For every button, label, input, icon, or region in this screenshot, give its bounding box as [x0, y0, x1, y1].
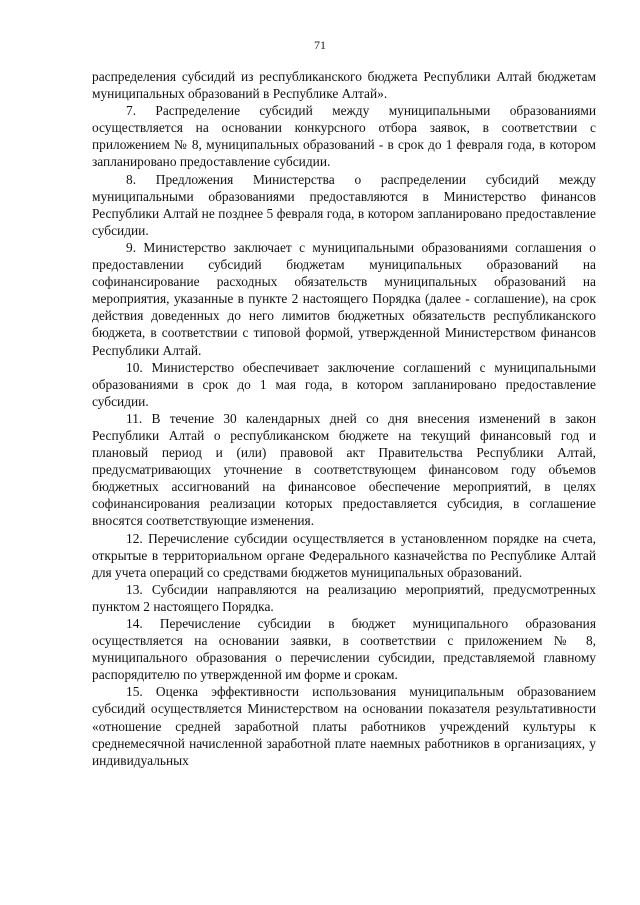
paragraph-12: 12. Перечисление субсидии осуществляется в установленном порядке на счета, открытые в территориальном органе Федерального казначейства по Республике Алтай для учета операций со средствами бюджетов муниципальных образований. — [92, 530, 596, 580]
paragraph-9: 9. Министерство заключает с муниципальными образованиями соглашения о предоставлении субсидий бюджетам муниципальных образований на софинансирование расходных обязательств муниципальных образований на мероприятия, указанные в пункте 2 настоящего Порядка (далее - соглашение), на срок действия доведенных до него лимитов бюджетных обязательств республиканского бюджета, в соответствии с типовой формой, утвержденной Министерством финансов Республики Алтай. — [92, 239, 596, 358]
page-number: 71 — [314, 38, 326, 52]
paragraph-11: 11. В течение 30 календарных дней со дня внесения изменений в закон Республики Алтай о республиканском бюджете на текущий финансовый год и плановый период и (или) правовой акт Правительства Республики Алтай, предусматривающих уточнение в соответствующем финансовом году объемов бюджетных ассигнований на финансовое обеспечение мероприятий, в целях софинансирования реализации которых предоставляется субсидия, в соглашение вносятся соответствующие изменения. — [92, 410, 596, 529]
paragraph-13: 13. Субсидии направляются на реализацию мероприятий, предусмотренных пунктом 2 настоящего Порядка. — [92, 581, 596, 614]
document-body — [92, 68, 596, 769]
paragraph-15: 15. Оценка эффективности использования муниципальным образованием субсидий осуществляется Министерством на основании показателя результативности «отношение средней заработной платы работников учреждений культуры к среднемесячной начисленной заработной плате наемных работников в организациях, у индивидуальных — [92, 684, 596, 768]
paragraph-8: 8. Предложения Министерства о распределении субсидий между муниципальными образованиями предоставляются в Министерство финансов Республики Алтай не позднее 5 февраля года, в котором запланировано предоставление субсидии. — [92, 171, 596, 238]
paragraph-7: 7. Распределение субсидий между муниципальными образованиями осуществляется на основании конкурсного отбора заявок, в соответствии с приложением № 8, муниципальных образований - в срок до 1 февраля года, в котором запланировано предоставление субсидии. — [92, 103, 596, 170]
paragraph-10: 10. Министерство обеспечивает заключение соглашений с муниципальными образованиями в срок до 1 мая года, в котором запланировано предоставление субсидии. — [92, 359, 596, 409]
paragraph-14: 14. Перечисление субсидии в бюджет муниципального образования осуществляется на основании заявки, в соответствии с приложением № 8, муниципального образования о перечислении субсидии, представляемой главному распорядителю по утвержденной им форме и срокам. — [92, 616, 596, 683]
paragraph-continuation: распределения субсидий из республиканского бюджета Республики Алтай бюджетам муниципальных образований в Республике Алтай». — [92, 69, 596, 102]
